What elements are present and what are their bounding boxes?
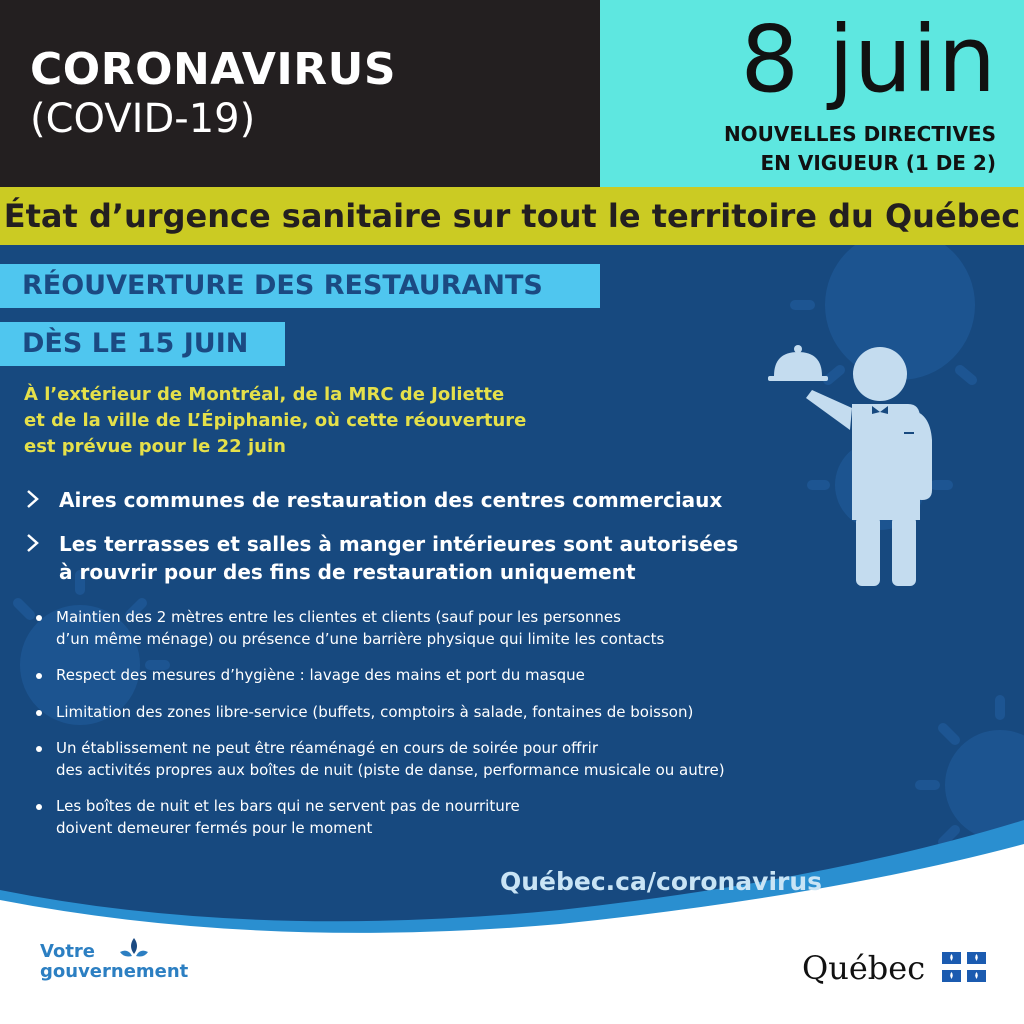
header-date: 8 juin (740, 6, 996, 113)
fleur-de-lis-icon (114, 936, 154, 960)
header-title: CORONAVIRUS (30, 44, 397, 95)
bullet-line: Respect des mesures d’hygiène : lavage des mains et port du masque (56, 666, 585, 684)
section-subheading (0, 322, 285, 366)
votre-line: Votre (40, 941, 96, 962)
bullet-dot (36, 615, 42, 621)
directives-line: NOUVELLES DIRECTIVES (723, 122, 996, 146)
header-subtitle: (COVID-19) (30, 96, 256, 142)
bullet-line: d’un même ménage) ou présence d’une barrière physique qui limite les contacts (56, 630, 665, 648)
directives-line: EN VIGUEUR (1 DE 2) (760, 151, 996, 175)
quebec-logo-text: Québec (802, 949, 926, 987)
wave-decoration (0, 800, 1024, 1024)
section-heading (0, 264, 600, 308)
waiter-with-cloche-icon (760, 340, 940, 590)
chevron-right-icon (24, 532, 42, 554)
votre-line: gouvernement (40, 961, 189, 982)
bullet-line: Les boîtes de nuit et les bars qui ne servent pas de nourriture (56, 797, 520, 815)
intro-line: est prévue pour le 22 juin (24, 436, 286, 457)
section-subheading-text: DÈS LE 15 JUIN (22, 328, 249, 359)
header-directives (596, 120, 996, 178)
bullet-line: doivent demeurer fermés pour le moment (56, 819, 373, 837)
bullet-line: Maintien des 2 mètres entre les clientes et clients (sauf pour les personnes (56, 608, 621, 626)
intro-text (24, 382, 604, 460)
chevron-right-icon (24, 488, 42, 510)
header-date-panel (600, 0, 1024, 187)
arrow-item-line: Les terrasses et salles à manger intérieures sont autorisées (59, 532, 739, 556)
quebec-fleurdelise-flag-icon (942, 952, 986, 982)
arrow-item-line: Aires communes de restauration des centres commerciaux (59, 488, 723, 512)
arrow-item-line: à rouvrir pour des fins de restauration uniquement (59, 560, 636, 584)
bullet-dot (36, 710, 42, 716)
bullet-dot (36, 746, 42, 752)
emergency-banner (0, 187, 1024, 245)
emergency-banner-text: État d’urgence sanitaire sur tout le territoire du Québec (3, 197, 1021, 235)
bullet-line: Limitation des zones libre-service (buffets, comptoirs à salade, fontaines de boisson) (56, 703, 694, 721)
intro-line: À l’extérieur de Montréal, de la MRC de Joliette (24, 384, 505, 405)
website-link[interactable]: Québec.ca/coronavirus (500, 867, 823, 896)
header-title-panel (0, 0, 600, 187)
intro-line: et de la ville de L’Épiphanie, où cette réouverture (24, 410, 527, 431)
bullet-line: Un établissement ne peut être réaménagé en cours de soirée pour offrir (56, 739, 599, 757)
bullet-line: des activités propres aux boîtes de nuit (piste de danse, performance musicale ou autre) (56, 761, 725, 779)
section-heading-text: RÉOUVERTURE DES RESTAURANTS (22, 270, 543, 301)
bullet-dot (36, 673, 42, 679)
